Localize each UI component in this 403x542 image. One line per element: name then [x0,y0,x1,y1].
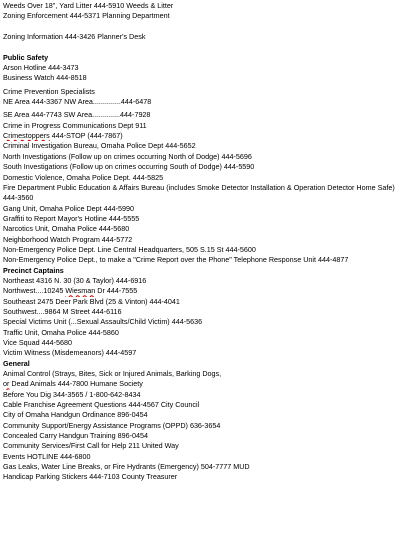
handgun-ordinance-line: City of Omaha Handgun Ordinance 896-0454 [3,410,148,420]
crimestoppers-word: Crimestoppers [3,131,50,141]
before-you-dig-line: Before You Dig 344-3565 / 1-800-642-8434 [3,389,141,399]
spacer [3,42,403,52]
cable-franchise-line: Cable Franchise Agreement Questions 444-4567 City Council [3,400,200,410]
community-support-line: Community Support/Energy Assistance Programs (OPPD) 636-3654 [3,420,221,430]
ne-nw-area-line: NE Area 444-3367 NW Area..............444-6478 [3,97,152,107]
weeds-line: Weeds Over 18", Yard Litter 444-5910 Weeds & Litter [3,1,174,10]
north-investigations-line: North Investigations (Follow up on crimes occurring North of Dodge) 444-5696 [3,151,252,161]
general-heading: General [3,358,30,368]
crime-report-line: Non-Emergency Police Dept., to make a "Crime Report over the Phone" Telephone Response Unit 444-4877 [3,255,349,265]
southwest-precinct-line: Southwest....9864 M Street 444-6116 [3,306,122,316]
crime-in-progress-line: Crime in Progress Communications Dept 911 [3,120,147,130]
criminal-investigation-line: Criminal Investigation Bureau, Omaha Police Dept 444-5652 [3,141,196,151]
crimestoppers-rest: 444-STOP (444-7867) [49,131,123,141]
graffiti-line: Graffiti to Report Mayor's Hotline 444-5555 [3,213,140,223]
southeast-precinct-line: Southeast 2475 Deer Park Blvd (25 & Vinton) 444-4041 [3,296,180,306]
se-sw-area-line: SE Area 444-7743 SW Area..............444-7928 [3,110,151,120]
wiesman-word: Wiesman [65,286,96,296]
special-victims-line: Special Victims Unit (...Sexual Assaults/Child Victim) 444-5636 [3,317,203,327]
zoning-information-line: Zoning Information 444-3426 Planner's Desk [3,32,146,42]
gang-unit-line: Gang Unit, Omaha Police Dept 444-5990 [3,203,135,213]
vice-squad-line: Vice Squad 444-5680 [3,338,73,347]
spacer [3,22,403,32]
concealed-carry-line: Concealed Carry Handgun Training 896-0454 [3,431,149,441]
events-hotline-line: Events HOTLINE 444-6800 [3,451,91,461]
northwest-precinct-line [3,286,403,296]
non-emergency-central-line: Non-Emergency Police Dept. Line Central Headquarters, 505 S.15 St 444-5600 [3,244,256,254]
dead-animals-line [3,379,403,389]
fire-department-line: Fire Department Public Education & Affairs Bureau (includes Smoke Detector Installation & Operation Detector Home Safe) 444-3560 [3,182,395,203]
arson-hotline-line: Arson Hotline 444-3473 [3,63,79,73]
narcotics-line: Narcotics Unit, Omaha Police 444-5680 [3,224,130,234]
public-safety-heading: Public Safety [3,52,49,62]
precinct-captains-heading: Precinct Captains [3,265,64,275]
northeast-precinct-line: Northeast 4316 N. 30 (30 & Taylor) 444-6916 [3,275,147,285]
victim-witness-line: Victim Witness (Misdemeanors) 444-4597 [3,348,137,358]
northwest-after: Dr 444-7555 [95,286,138,296]
crime-prevention-line: Crime Prevention Specialists [3,86,95,96]
neighborhood-watch-line: Neighborhood Watch Program 444-5772 [3,234,133,244]
handicap-parking-line: Handicap Parking Stickers 444-7103 County Treasurer [3,472,178,482]
animal-control-line: Animal Control (Strays, Bites, Sick or Injured Animals, Barking Dogs, [3,369,222,379]
gas-leaks-line: Gas Leaks, Water Line Breaks, or Fire Hydrants (Emergency) 504-7777 MUD [3,462,250,472]
zoning-enforcement-line: Zoning Enforcement 444-5371 Planning Department [3,11,170,21]
crimestoppers-line [3,131,403,141]
dead-animals-rest: Dead Animals 444-7800 Humane Society [9,379,143,389]
community-services-line: Community Services/First Call for Help 211 United Way [3,441,179,451]
or-word: or [3,379,10,389]
northwest-before: Northwest....10245 [3,286,66,296]
domestic-violence-line: Domestic Violence, Omaha Police Dept. 444-5825 [3,172,164,182]
south-investigations-line: South Investigations (Follow up on crimes occurring South of Dodge) 444-5590 [3,162,255,172]
traffic-unit-line: Traffic Unit, Omaha Police 444-5860 [3,327,119,337]
business-watch-line: Business Watch 444-8518 [3,73,87,83]
